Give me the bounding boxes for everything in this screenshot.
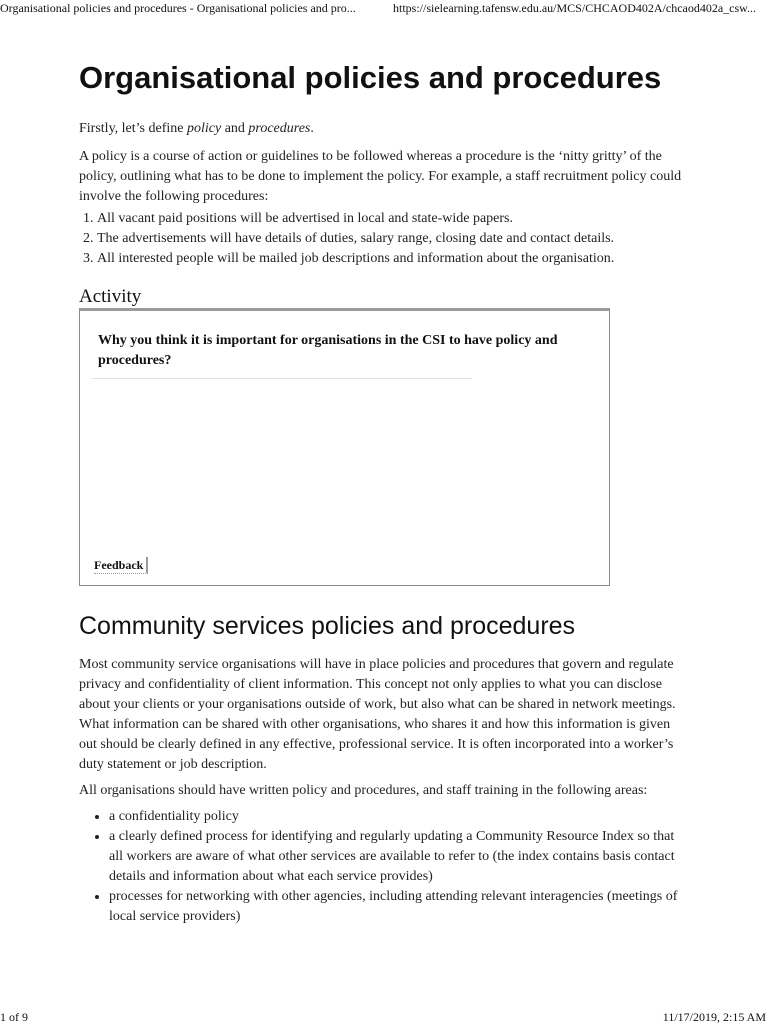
list-item: • a confidentiality policy [109, 807, 691, 827]
page-content [79, 60, 691, 927]
training-areas-list [79, 807, 691, 927]
list-item: • a clearly defined process for identifying and regularly updating a Community Resource Index so that all workers are aware of what other services are available to refer to (the index contains basis contact details and information about what each service provides) [109, 827, 691, 887]
intro-middle: and [221, 121, 249, 136]
intro-suffix: . [310, 121, 314, 136]
intro-prefix: Firstly, let’s define [79, 121, 187, 136]
activity-box [79, 308, 610, 586]
activity-question: Why you think it is important for organisations in the CSI to have policy and procedures? [98, 333, 558, 368]
section-title-community: Community services policies and procedures [79, 612, 576, 640]
activity-divider [92, 378, 472, 379]
feedback-button[interactable]: Feedback [94, 557, 148, 574]
activity-heading: Activity [79, 286, 142, 307]
list-item: 2. The advertisements will have details of duties, salary range, closing date and contact details. [97, 229, 691, 249]
intro-paragraph [79, 119, 691, 139]
training-intro: All organisations should have written policy and procedures, and staff training in the following areas: [79, 783, 648, 798]
definition-paragraph: A policy is a course of action or guidelines to be followed whereas a procedure is the ‘nitty gritty’ of the policy, outlining what has to be done to implement the policy. For example, a staff recruitment policy could involve the following procedures: [79, 149, 682, 204]
list-item: 1. All vacant paid positions will be advertised in local and state-wide papers. [97, 209, 691, 229]
procedures-list [79, 209, 691, 269]
print-header-url: https://sielearning.tafensw.edu.au/MCS/CHCAOD402A/chcaod402a_csw... [393, 1, 757, 15]
list-item: • processes for networking with other agencies, including attending relevant interagencies (meetings of local service providers) [109, 887, 691, 927]
community-paragraph: Most community service organisations will have in place policies and procedures that govern and regulate privacy and confidentiality of client information. This concept not only applies to what you can disclose about your clients or your organisations outside of work, but also what can be shared in network meetings. What information can be shared with other organisations, who shares it and how this information is given out should be clearly defined in any effective, professional service. It is often incorporated into a worker’s duty statement or job description. [79, 657, 676, 772]
list-item: 3. All interested people will be mailed job descriptions and information about the organisation. [97, 249, 691, 269]
intro-term-procedures: procedures [248, 121, 311, 136]
intro-term-policy: policy [186, 121, 222, 136]
print-timestamp: 11/17/2019, 2:15 AM [662, 1010, 766, 1024]
print-header-title: Organisational policies and procedures - Organisational policies and pro... [0, 1, 356, 15]
page-indicator: 1 of 9 [0, 1010, 28, 1024]
page-title: Organisational policies and procedures [79, 60, 662, 95]
